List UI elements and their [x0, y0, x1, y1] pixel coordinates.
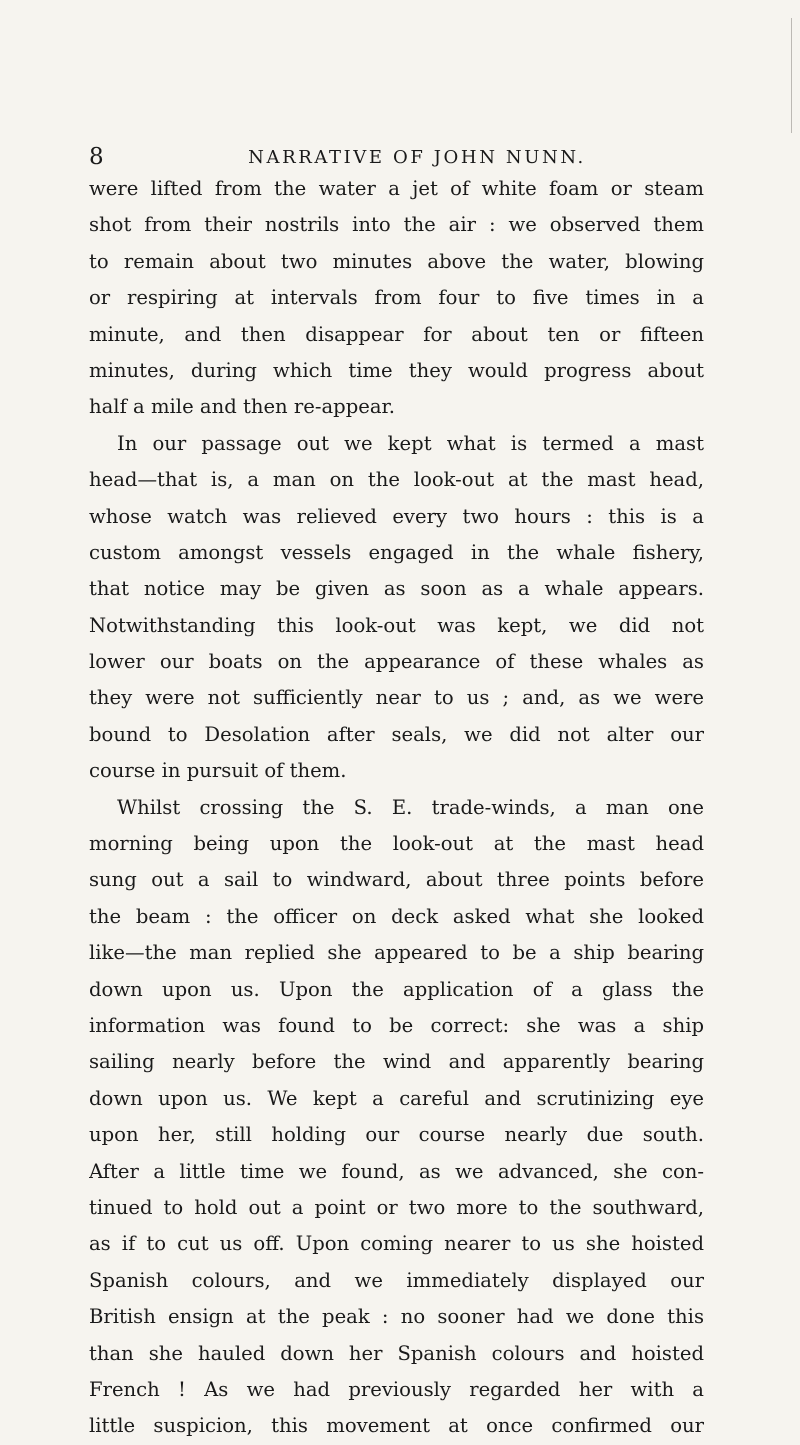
text-line: were lifted from the water a jet of white foam or steam [89, 177, 704, 200]
text-line: Notwithstanding this look-out was kept, we did not [89, 613, 704, 637]
text-line: Whilst crossing the S. E. trade-winds, a man one [117, 795, 704, 819]
text-line: information was found to be correct: she was a ship [89, 1013, 704, 1037]
text-line: little suspicion, this movement at once confirmed our [89, 1414, 704, 1438]
text-line: Spanish colours, and we immediately displayed our [89, 1268, 704, 1292]
text-line: course in pursuit of them. [89, 759, 347, 783]
text-line: sung out a sail to windward, about three points before [89, 868, 704, 892]
text-line: like—the man replied she appeared to be a ship bearing [89, 941, 704, 965]
text-line: shot from their nostrils into the air : we observed them [89, 213, 704, 237]
page-edge-line [791, 18, 792, 133]
text-line: as if to cut us off. Upon coming nearer to us she hoisted [89, 1232, 704, 1256]
text-line: lower our boats on the appearance of these whales as [89, 650, 704, 674]
running-title: NARRATIVE OF JOHN NUNN. [248, 147, 586, 168]
text-line: head—that is, a man on the look-out at the mast head, [89, 468, 704, 492]
text-line: sailing nearly before the wind and apparently bearing [89, 1050, 704, 1074]
text-line: bound to Desolation after seals, we did not alter our [89, 722, 704, 746]
text-line: to remain about two minutes above the water, blowing [89, 249, 704, 273]
text-line: In our passage out we kept what is termed a mast [117, 431, 704, 455]
text-line: they were not sufficiently near to us ; and, as we were [89, 686, 704, 710]
body-text [89, 171, 704, 1445]
text-line: or respiring at intervals from four to five times in a [89, 286, 704, 310]
text-line: the beam : the officer on deck asked what she looked [89, 904, 704, 928]
text-line: British ensign at the peak : no sooner had we done this [89, 1305, 704, 1329]
text-line: custom amongst vessels engaged in the whale fishery, [89, 540, 704, 564]
text-line: upon her, still holding our course nearly due south. [89, 1123, 704, 1147]
text-line: morning being upon the look-out at the mast head [89, 832, 704, 856]
page-number: 8 [89, 144, 105, 170]
text-line: minute, and then disappear for about ten or fifteen [89, 322, 704, 346]
text-line: minutes, during which time they would progress about [89, 358, 704, 382]
text-line: French ! As we had previously regarded her with a [89, 1377, 704, 1401]
text-line: half a mile and then re-appear. [89, 395, 395, 419]
text-line: down upon us. We kept a careful and scrutinizing eye [89, 1086, 704, 1110]
text-line: tinued to hold out a point or two more to the southward, [89, 1195, 704, 1219]
text-line: whose watch was relieved every two hours : this is a [89, 504, 704, 528]
text-line: down upon us. Upon the application of a glass the [89, 977, 704, 1001]
text-line: than she hauled down her Spanish colours and hoisted [89, 1341, 704, 1365]
text-line: that notice may be given as soon as a whale appears. [89, 577, 704, 601]
text-line: After a little time we found, as we advanced, she con- [89, 1159, 704, 1183]
